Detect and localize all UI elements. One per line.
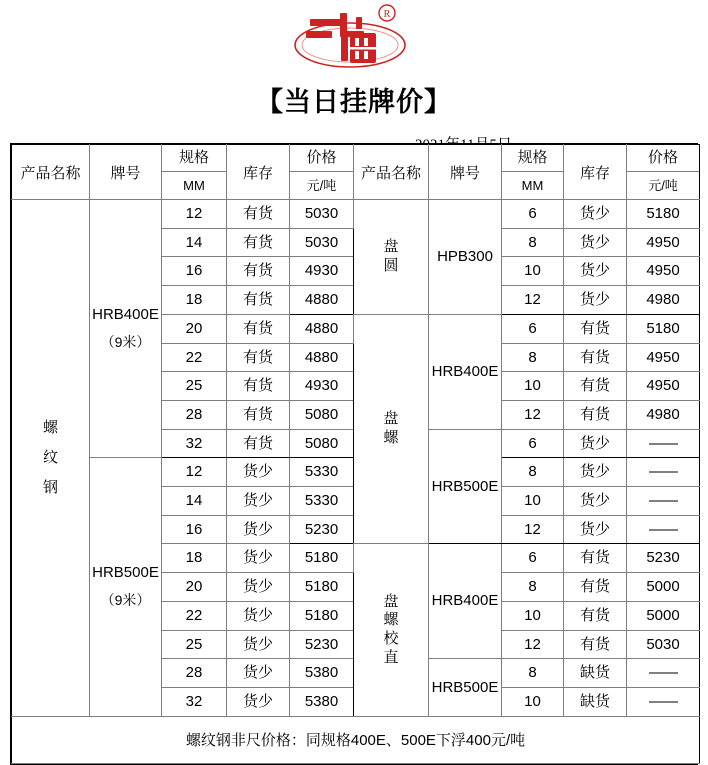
- price-cell: 5000: [627, 601, 700, 630]
- spec-cell: 22: [162, 343, 227, 372]
- price-cell: 5030: [290, 228, 354, 257]
- price-cell: 5330: [290, 458, 354, 487]
- col-header-product-2: 产品名称: [354, 145, 429, 200]
- price-cell: 5180: [627, 314, 700, 343]
- col-header-spec: [162, 145, 227, 200]
- vertical-label: 盘 螺: [383, 410, 399, 447]
- spec-cell: 12: [162, 458, 227, 487]
- stock-cell: 有货: [227, 314, 290, 343]
- stock-cell: 货少: [564, 429, 627, 458]
- spec-cell: 10: [502, 601, 564, 630]
- spec-cell: 10: [502, 257, 564, 286]
- logo-graphic: [284, 1, 424, 71]
- svg-text:R: R: [383, 9, 391, 20]
- grade-cell: HRB400E: [429, 314, 502, 429]
- stock-cell: 有货: [564, 573, 627, 602]
- company-logo: [284, 1, 424, 71]
- spec-cell: 10: [502, 487, 564, 516]
- price-cell: 5030: [290, 200, 354, 229]
- col-header-grade-2: 牌号: [429, 145, 502, 200]
- col-header-stock: 库存: [227, 145, 290, 200]
- price-cell: 5230: [290, 630, 354, 659]
- spec-cell: 8: [502, 228, 564, 257]
- col-header-spec-2: [502, 145, 564, 200]
- stock-cell: 有货: [564, 630, 627, 659]
- header-main: 价格: [627, 145, 699, 172]
- stock-cell: 有货: [564, 314, 627, 343]
- logo-area: [0, 0, 708, 72]
- grade-length: （9米）: [100, 333, 151, 350]
- header-unit: 元/吨: [306, 178, 337, 193]
- grade-cell: HRB500E: [429, 659, 502, 716]
- spec-cell: 16: [162, 257, 227, 286]
- spec-cell: 8: [502, 343, 564, 372]
- spec-cell: 6: [502, 200, 564, 229]
- vertical-label: 盘 圆: [383, 238, 399, 274]
- col-header-price-2: [627, 145, 700, 200]
- grade-name: HRB500E: [92, 564, 159, 582]
- price-cell: 5380: [290, 687, 354, 716]
- stock-cell: 有货: [227, 257, 290, 286]
- table-row: [12, 200, 700, 229]
- spec-cell: 32: [162, 687, 227, 716]
- price-cell: 4950: [627, 343, 700, 372]
- product-cell: [354, 200, 429, 315]
- price-cell: 5330: [290, 487, 354, 516]
- stock-cell: 有货: [227, 429, 290, 458]
- grade-length: （9米）: [100, 591, 151, 608]
- header-unit: MM: [521, 178, 544, 193]
- spec-cell: 14: [162, 228, 227, 257]
- col-header-grade: 牌号: [90, 145, 162, 200]
- header-main: 规格: [502, 145, 563, 172]
- spec-cell: 25: [162, 372, 227, 401]
- stock-cell: 货少: [227, 687, 290, 716]
- vertical-label: 螺 纹 钢: [42, 418, 58, 496]
- spec-cell: 6: [502, 544, 564, 573]
- price-cell: ——: [627, 487, 700, 516]
- spec-cell: 12: [502, 400, 564, 429]
- price-table: [11, 144, 700, 764]
- price-cell: 4950: [627, 372, 700, 401]
- spec-cell: 8: [502, 458, 564, 487]
- header-unit: MM: [183, 178, 205, 193]
- spec-cell: 18: [162, 544, 227, 573]
- spec-cell: 20: [162, 314, 227, 343]
- spec-cell: 10: [502, 372, 564, 401]
- stock-cell: 有货: [227, 228, 290, 257]
- page-title: 【当日挂牌价】: [256, 87, 452, 118]
- stock-cell: 有货: [564, 343, 627, 372]
- spec-cell: 12: [502, 630, 564, 659]
- col-header-price: [290, 145, 354, 200]
- stock-cell: 有货: [564, 544, 627, 573]
- spec-cell: 22: [162, 601, 227, 630]
- col-header-stock-2: 库存: [564, 145, 627, 200]
- product-cell: [354, 544, 429, 716]
- price-cell: 5030: [627, 630, 700, 659]
- stock-cell: 货少: [227, 458, 290, 487]
- stock-cell: 货少: [227, 544, 290, 573]
- product-cell: [354, 314, 429, 544]
- stock-cell: 有货: [227, 400, 290, 429]
- spec-cell: 6: [502, 314, 564, 343]
- price-table-frame: [10, 143, 698, 765]
- stock-cell: 货少: [564, 200, 627, 229]
- price-cell: 4950: [627, 228, 700, 257]
- price-cell: 5380: [290, 659, 354, 688]
- grade-cell: HRB500E: [429, 429, 502, 544]
- stock-cell: 货少: [227, 630, 290, 659]
- col-header-product: 产品名称: [12, 145, 90, 200]
- spec-cell: 18: [162, 286, 227, 315]
- stock-cell: 有货: [227, 343, 290, 372]
- stock-cell: 货少: [564, 228, 627, 257]
- stock-cell: 缺货: [564, 659, 627, 688]
- price-cell: 5180: [290, 544, 354, 573]
- price-cell: 4880: [290, 343, 354, 372]
- price-cell: 5000: [627, 573, 700, 602]
- spec-cell: 28: [162, 400, 227, 429]
- spec-cell: 12: [502, 515, 564, 544]
- stock-cell: 货少: [564, 286, 627, 315]
- spec-cell: 14: [162, 487, 227, 516]
- stock-cell: 有货: [227, 200, 290, 229]
- price-cell: 4950: [627, 257, 700, 286]
- spec-cell: 6: [502, 429, 564, 458]
- vertical-label: 盘 螺 校 直: [383, 592, 399, 666]
- price-cell: ——: [627, 458, 700, 487]
- stock-cell: 货少: [564, 515, 627, 544]
- stock-cell: 货少: [227, 515, 290, 544]
- grade-cell: HRB400E: [429, 544, 502, 659]
- stock-cell: 货少: [227, 487, 290, 516]
- price-cell: 5180: [290, 573, 354, 602]
- stock-cell: 缺货: [564, 687, 627, 716]
- stock-cell: 货少: [227, 659, 290, 688]
- stock-cell: 有货: [564, 400, 627, 429]
- stock-cell: 货少: [227, 601, 290, 630]
- price-cell: 4930: [290, 257, 354, 286]
- spec-cell: 8: [502, 659, 564, 688]
- stock-cell: 有货: [564, 601, 627, 630]
- price-cell: 4980: [627, 286, 700, 315]
- table-header-row: [12, 145, 700, 200]
- price-cell: 4880: [290, 286, 354, 315]
- footer-note: 螺纹钢非尺价格：同规格400E、500E下浮400元/吨: [12, 716, 700, 763]
- price-cell: 5230: [627, 544, 700, 573]
- price-cell: 5230: [290, 515, 354, 544]
- stock-cell: 货少: [564, 458, 627, 487]
- price-cell: ——: [627, 687, 700, 716]
- footer-note-row: [12, 716, 700, 763]
- price-cell: 5080: [290, 429, 354, 458]
- grade-name: HRB400E: [92, 305, 159, 323]
- stock-cell: 货少: [564, 257, 627, 286]
- price-cell: 5180: [627, 200, 700, 229]
- spec-cell: 12: [162, 200, 227, 229]
- price-cell: 4930: [290, 372, 354, 401]
- product-cell-rebar: [12, 200, 90, 717]
- spec-cell: 10: [502, 687, 564, 716]
- stock-cell: 有货: [227, 372, 290, 401]
- price-cell: 5180: [290, 601, 354, 630]
- grade-cell: [90, 200, 162, 458]
- spec-cell: 16: [162, 515, 227, 544]
- price-cell: ——: [627, 429, 700, 458]
- spec-cell: 12: [502, 286, 564, 315]
- price-cell: ——: [627, 659, 700, 688]
- grade-cell: [90, 458, 162, 716]
- spec-cell: 8: [502, 573, 564, 602]
- grade-cell: HPB300: [429, 200, 502, 315]
- stock-cell: 货少: [564, 487, 627, 516]
- header-unit: 元/吨: [648, 178, 678, 193]
- price-cell: ——: [627, 515, 700, 544]
- spec-cell: 20: [162, 573, 227, 602]
- price-cell: 5080: [290, 400, 354, 429]
- stock-cell: 有货: [564, 372, 627, 401]
- header-main: 价格: [290, 145, 353, 172]
- price-cell: 4880: [290, 314, 354, 343]
- header-main: 规格: [162, 145, 226, 172]
- spec-cell: 28: [162, 659, 227, 688]
- stock-cell: 货少: [227, 573, 290, 602]
- price-cell: 4980: [627, 400, 700, 429]
- spec-cell: 32: [162, 429, 227, 458]
- stock-cell: 有货: [227, 286, 290, 315]
- spec-cell: 25: [162, 630, 227, 659]
